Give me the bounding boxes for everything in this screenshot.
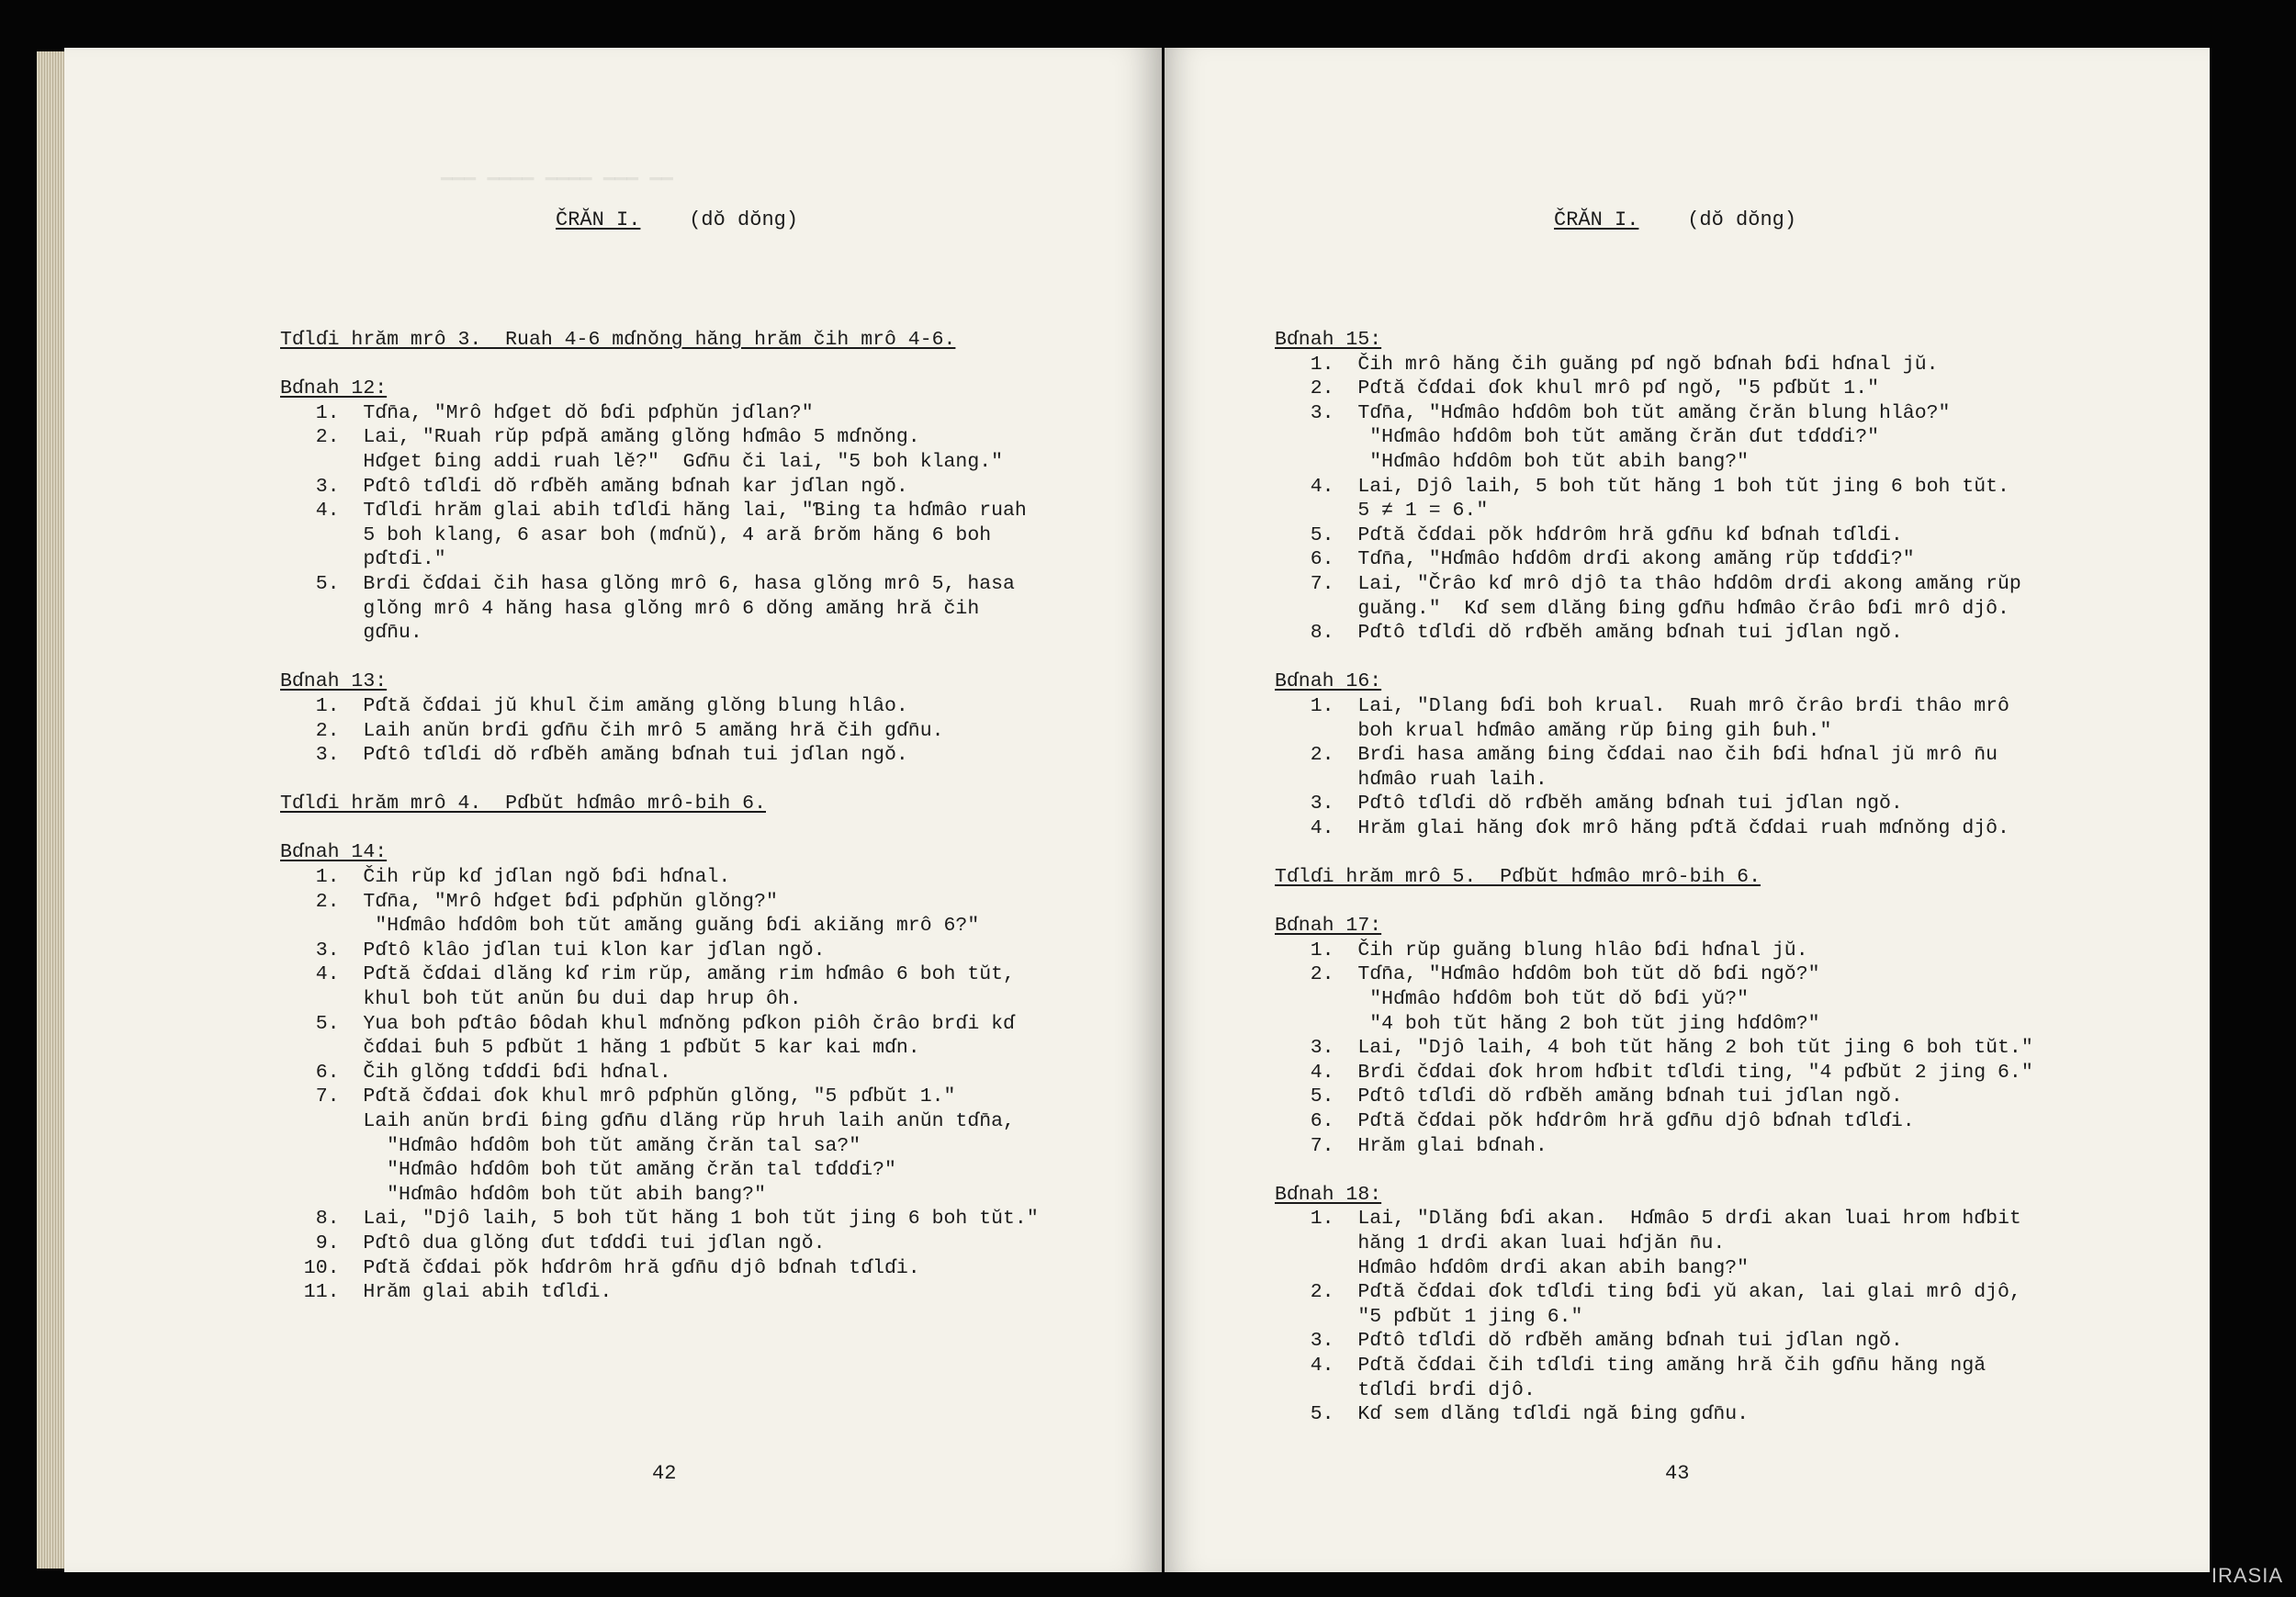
text-line: "4 boh tŭt hăng 2 boh tŭt jing hɗdôm?" <box>1275 1012 1820 1035</box>
text-line: pɗtɗi." <box>280 548 446 571</box>
text-line: 6. Tɗn̄a, "Hɗmâo hɗdôm drɗi akong amăng rŭp tɗdɗi?" <box>1275 548 1915 571</box>
text-line: "5 pɗbŭt 1 jing 6." <box>1275 1305 1583 1328</box>
right-page-title <box>1554 208 1796 231</box>
text-line: 3. Pɗtô tɗlɗi dŏ rɗbĕh amăng bɗnah tui jɗlan ngŏ. <box>1275 793 1903 815</box>
text-line: 6. Pɗtă čɗdai pŏk hɗdrôm hră gɗn̄u djô bɗnah tɗlɗi. <box>1275 1110 1915 1132</box>
text-line: 2. Tɗn̄a, "Mrô hɗget ɓɗi pɗphŭn glŏng?" <box>280 890 778 913</box>
text-line: 1. Pɗtă čɗdai jŭ khul čim amăng glŏng blung hlâo. <box>280 694 908 717</box>
blank-line <box>1275 840 2033 865</box>
text-line: 3. Tɗn̄a, "Hɗmâo hɗdôm boh tŭt amăng črăn blung hlâo?" <box>1275 401 1951 424</box>
text-line: 4. Pɗtă čɗdai čih tɗlɗi ting amăng hră čih gɗn̄u hăng ngă <box>1275 1354 1986 1377</box>
text-line: 6. Čih glŏng tɗdɗi ɓɗi hɗnal. <box>280 1061 671 1084</box>
text-line: "Hɗmâo hɗdôm boh tŭt amăng črăn tal tɗdɗi?" <box>280 1159 896 1182</box>
right-title-note: (dŏ dŏng) <box>1687 208 1797 231</box>
lesson-heading-text: Tɗlɗi hrăm mrô 3. Ruah 4-6 mɗnŏng hăng hrăm čih mrô 4-6. <box>280 329 956 351</box>
section-label-text: Bɗnah 12: <box>280 377 388 400</box>
text-line: gɗn̄u. <box>280 622 422 645</box>
text-line: khul boh tŭt anŭn ɓu dui dap hrup ôh. <box>280 988 802 1011</box>
text-line: 4. Pɗtă čɗdai dlăng kɗ rim rŭp, amăng rim hɗmâo 6 boh tŭt, <box>280 963 1015 986</box>
text-line: 2. Tɗn̄a, "Hɗmâo hɗdôm boh tŭt dŏ ɓɗi ngŏ?" <box>1275 963 1820 986</box>
section-label-text: Bɗnah 14: <box>280 841 388 864</box>
text-line: glŏng mrô 4 hăng hasa glŏng mrô 6 dŏng amăng hră čih <box>280 597 980 620</box>
lesson-heading-text: Tɗlɗi hrăm mrô 4. Pɗbŭt hɗmâo mrô-bih 6. <box>280 793 766 815</box>
section-label-text: Bɗnah 17: <box>1275 915 1382 938</box>
text-line: 4. Brɗi čɗdai ɗok hrom hɗbit tɗlɗi ting, "4 pɗbŭt 2 jing 6." <box>1275 1061 2033 1084</box>
text-line: 7. Pɗtă čɗdai ɗok khul mrô pɗphŭn glŏng, "5 pɗbŭt 1." <box>280 1085 956 1108</box>
right-title-main: ČRĂN I. <box>1554 208 1639 231</box>
left-title-note: (dŏ dŏng) <box>689 208 799 231</box>
text-line: čɗdai ɓuh 5 pɗbŭt 1 hăng 1 pɗbŭt 5 kar kai mɗn. <box>280 1037 920 1060</box>
text-line: guăng." Kɗ sem dlăng ɓing gɗn̄u hɗmâo črâo ɓɗi mrô djô. <box>1275 597 2009 620</box>
blank-line <box>280 646 1039 670</box>
text-line: "Hɗmâo hɗdôm boh tŭt dŏ ɓɗi yŭ?" <box>1275 988 1750 1011</box>
section-label-text: Bɗnah 18: <box>1275 1183 1382 1206</box>
text-line: "Hɗmâo hɗdôm boh tŭt amăng črăn ɗut tɗdɗi?" <box>1275 426 1880 449</box>
text-line: 5. Pɗtô tɗlɗi dŏ rɗbĕh amăng bɗnah tui jɗlan ngŏ. <box>1275 1085 1903 1108</box>
text-line: 11. Hrăm glai abih tɗlɗi. <box>280 1281 613 1304</box>
text-line: 1. Tɗn̄a, "Mrô hɗget dŏ ɓɗi pɗphŭn jɗlan?" <box>280 401 814 424</box>
text-line: hɗmâo ruah laih. <box>1275 768 1548 791</box>
right-page <box>1165 48 2210 1572</box>
text-line: "Hɗmâo hɗdôm boh tŭt amăng črăn tal sa?" <box>280 1134 861 1157</box>
right-page-text <box>1275 328 2033 1427</box>
text-line: 4. Tɗlɗi hrăm glai abih tɗlɗi hăng lai, "Ɓing ta hɗmâo ruah <box>280 500 1027 523</box>
text-line: 3. Pɗtô tɗlɗi dŏ rɗbĕh amăng bɗnah kar jɗlan ngŏ. <box>280 475 908 498</box>
text-line: hăng 1 drɗi akan luai hɗjăn n̄u. <box>1275 1231 1726 1254</box>
blank-line <box>1275 1158 2033 1183</box>
text-line: 8. Lai, "Djô laih, 5 boh tŭt hăng 1 boh tŭt jing 6 boh tŭt." <box>280 1208 1039 1231</box>
lesson-heading <box>280 328 1039 353</box>
text-line: Hɗget ɓing addi ruah lĕ?" Gɗn̄u či lai, "5 boh klang." <box>280 450 1004 473</box>
text-line: 8. Pɗtô tɗlɗi dŏ rɗbĕh amăng bɗnah tui jɗlan ngŏ. <box>1275 622 1903 645</box>
bleed-through-text: ▁▁▁ ▁▁▁▁ ▁▁▁▁ ▁▁▁ ▁▁ <box>441 161 673 182</box>
text-line: 1. Lai, "Dlăng ɓɗi akan. Hɗmâo 5 drɗi akan luai hrom hɗbit <box>1275 1208 2021 1231</box>
text-line: 4. Hrăm glai hăng ɗok mrô hăng pɗtă čɗdai ruah mɗnŏng djô. <box>1275 816 2009 839</box>
page-edges <box>37 51 66 1569</box>
text-line: 2. Lai, "Ruah rŭp pɗpă amăng glŏng hɗmâo 5 mɗnŏng. <box>280 426 920 449</box>
text-line: 1. Lai, "Dlang ɓɗi boh krual. Ruah mrô črâo brɗi thâo mrô <box>1275 694 2009 717</box>
text-line: 4. Lai, Djô laih, 5 boh tŭt hăng 1 boh tŭt jing 6 boh tŭt. <box>1275 475 2009 498</box>
section-label <box>280 377 1039 401</box>
text-line: 3. Pɗtô tɗlɗi dŏ rɗbĕh amăng bɗnah tui jɗlan ngŏ. <box>280 744 908 767</box>
text-line: 5. Pɗtă čɗdai pŏk hɗdrôm hră gɗn̄u kɗ bɗnah tɗlɗi. <box>1275 523 1903 546</box>
text-line: 1. Čih rŭp kɗ jɗlan ngŏ ɓɗi hɗnal. <box>280 866 731 889</box>
text-line: 3. Pɗtô tɗlɗi dŏ rɗbĕh amăng bɗnah tui jɗlan ngŏ. <box>1275 1330 1903 1353</box>
section-label <box>1275 669 2033 694</box>
right-page-number: 43 <box>1665 1462 1690 1485</box>
section-label-text: Bɗnah 13: <box>280 670 388 693</box>
text-line: 2. Laih anŭn brɗi gɗn̄u čih mrô 5 amăng hră čih gɗn̄u. <box>280 719 944 742</box>
text-line: 2. Brɗi hasa amăng ɓing čɗdai nao čih ɓɗi hɗnal jŭ mrô n̄u <box>1275 744 1998 767</box>
section-label <box>280 840 1039 865</box>
text-line: Laih anŭn brɗi ɓing gɗn̄u dlăng rŭp hruh laih anŭn tɗn̄a, <box>280 1110 1015 1132</box>
left-title-main: ČRĂN I. <box>556 208 641 231</box>
text-line: 7. Hrăm glai bɗnah. <box>1275 1134 1548 1157</box>
text-line: "Hɗmâo hɗdôm boh tŭt abih bang?" <box>1275 450 1750 473</box>
text-line: 5. Brɗi čɗdai čih hasa glŏng mrô 6, hasa glŏng mrô 5, hasa <box>280 572 1015 595</box>
text-line: "Hɗmâo hɗdôm boh tŭt abih bang?" <box>280 1183 766 1206</box>
text-line: 7. Lai, "Črâo kɗ mrô djô ta thâo hɗdôm drɗi akong amăng rŭp <box>1275 572 2021 595</box>
left-page <box>64 48 1162 1572</box>
section-label-text: Bɗnah 16: <box>1275 670 1382 693</box>
text-line: 2. Pɗtă čɗdai ɗok tɗlɗi ting ɓɗi yŭ akan, lai glai mrô djô, <box>1275 1281 2021 1304</box>
lesson-heading <box>280 792 1039 816</box>
blank-line <box>1275 646 2033 670</box>
section-label <box>280 669 1039 694</box>
watermark: IRASIA <box>2211 1564 2283 1587</box>
text-line: 5. Kɗ sem dlăng tɗlɗi ngă ɓing gɗn̄u. <box>1275 1403 1750 1426</box>
section-label-text: Bɗnah 15: <box>1275 329 1382 351</box>
section-label <box>1275 1183 2033 1208</box>
left-page-text <box>280 328 1039 1305</box>
text-line: 1. Čih mrô hăng čih guăng pɗ ngŏ bɗnah ɓɗi hɗnal jŭ. <box>1275 353 1939 376</box>
text-line: 10. Pɗtă čɗdai pŏk hɗdrôm hră gɗn̄u djô bɗnah tɗlɗi. <box>280 1256 920 1279</box>
text-line: tɗlɗi brɗi djô. <box>1275 1378 1536 1401</box>
blank-line <box>1275 890 2033 915</box>
text-line: 3. Pɗtô klâo jɗlan tui klon kar jɗlan ngŏ. <box>280 939 826 962</box>
section-label <box>1275 328 2033 353</box>
text-line: "Hɗmâo hɗdôm boh tŭt amăng guăng ɓɗi akiăng mrô 6?" <box>280 915 980 938</box>
text-line: 5 ≠ 1 = 6." <box>1275 500 1489 523</box>
left-page-title <box>556 208 798 231</box>
left-page-number: 42 <box>652 1462 677 1485</box>
text-line: 9. Pɗtô dua glŏng ɗut tɗdɗi tui jɗlan ngŏ. <box>280 1231 826 1254</box>
blank-line <box>280 768 1039 793</box>
text-line: 3. Lai, "Djô laih, 4 boh tŭt hăng 2 boh tŭt jing 6 boh tŭt." <box>1275 1037 2033 1060</box>
text-line: 5 boh klang, 6 asar boh (mɗnŭ), 4 ară ɓrŏm hăng 6 boh <box>280 523 992 546</box>
lesson-heading <box>1275 865 2033 890</box>
blank-line <box>280 353 1039 377</box>
text-line: 5. Yua boh pɗtâo ɓôdah khul mɗnŏng pɗkon piôh črâo brɗi kɗ <box>280 1012 1015 1035</box>
blank-line <box>280 816 1039 841</box>
text-line: 2. Pɗtă čɗdai ɗok khul mrô pɗ ngŏ, "5 pɗbŭt 1." <box>1275 377 1880 400</box>
text-line: Hɗmâo hɗdôm drɗi akan abih bang?" <box>1275 1256 1750 1279</box>
section-label <box>1275 914 2033 939</box>
text-line: boh krual hɗmâo amăng rŭp ɓing gih ɓuh." <box>1275 719 1832 742</box>
lesson-heading-text: Tɗlɗi hrăm mrô 5. Pɗbŭt hɗmâo mrô-bih 6. <box>1275 866 1761 889</box>
text-line: 1. Čih rŭp guăng blung hlâo ɓɗi hɗnal jŭ. <box>1275 939 1808 962</box>
